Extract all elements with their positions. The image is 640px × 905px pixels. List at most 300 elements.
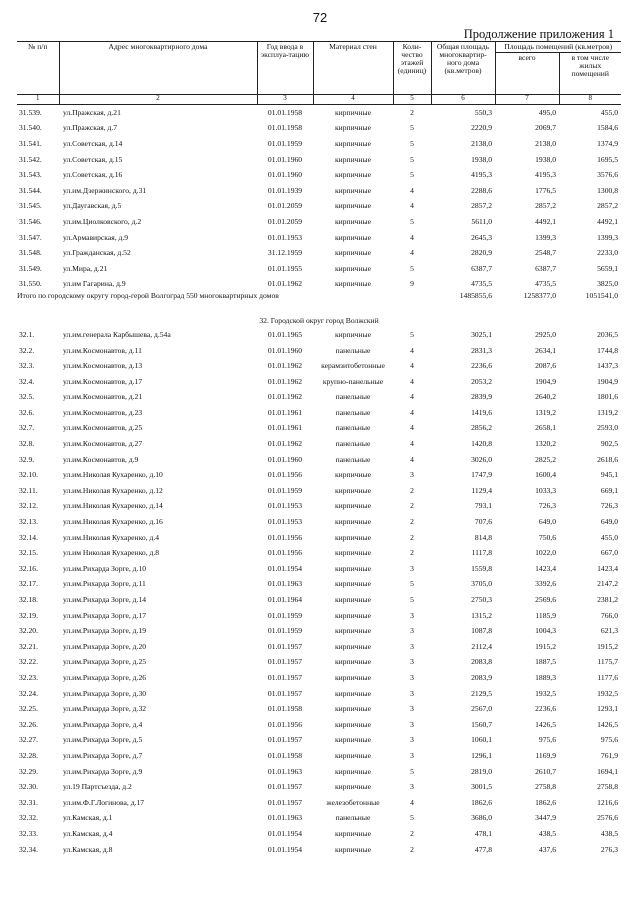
- living-area-cell: 1437,3: [597, 361, 618, 371]
- floors-cell: 5: [410, 579, 414, 589]
- table-row: [17, 577, 621, 593]
- year-built-cell: 01.01.1955: [267, 263, 303, 273]
- living-area-cell: 455,0: [600, 107, 618, 117]
- total-area-cell: 2567,0: [471, 704, 492, 714]
- rooms-area-cell: 2610,7: [535, 766, 556, 776]
- address-cell: ул.им.Рихарда Зорге, д.30: [63, 688, 147, 698]
- address-cell: ул.им.Николая Кухаренко, д.4: [63, 532, 160, 542]
- row-number-cell: 32.11.: [19, 485, 38, 495]
- living-area-cell: 1426,5: [597, 719, 618, 729]
- header-column-number: 2: [59, 94, 257, 104]
- total-area-cell: 2053,2: [471, 376, 492, 386]
- table-row: [17, 748, 621, 764]
- floors-cell: 3: [410, 688, 414, 698]
- year-built-cell: 01.01.1963: [267, 813, 303, 823]
- row-number-cell: 32.23.: [19, 672, 38, 682]
- year-built-cell: 01.01.1961: [267, 407, 303, 417]
- living-area-cell: 1744,8: [597, 345, 618, 355]
- address-cell: ул.им.Космонавтов, д.11: [63, 345, 142, 355]
- address-cell: ул.им.Рихарда Зорге, д.25: [63, 657, 147, 667]
- address-cell: ул.Армавирская, д.9: [63, 232, 129, 242]
- total-area-cell: 2750,3: [471, 595, 492, 604]
- year-built-cell: 01.01.1957: [267, 797, 303, 807]
- wall-material-cell: кирпичные: [334, 532, 372, 542]
- floors-cell: 3: [410, 626, 414, 636]
- total-area-cell: 3705,0: [471, 579, 492, 589]
- living-area-cell: 1904,9: [597, 376, 618, 386]
- living-area-cell: 2857,2: [597, 201, 618, 211]
- living-area-cell: 761,9: [600, 750, 618, 760]
- living-area-cell: 3576,6: [597, 170, 618, 180]
- rooms-area-cell: 975,6: [538, 735, 556, 745]
- wall-material-cell: панельные: [335, 454, 371, 464]
- year-built-cell: 01.01.1953: [267, 517, 303, 527]
- table-row: [17, 514, 621, 530]
- total-area-cell: 2083,8: [471, 657, 492, 667]
- living-area-cell: 1915,2: [597, 641, 618, 651]
- total-area-cell: 2138,0: [471, 138, 492, 148]
- floors-cell: 3: [410, 641, 414, 651]
- header-column-number: 4: [313, 94, 393, 104]
- floors-cell: 4: [410, 201, 414, 211]
- row-number-cell: 32.2.: [19, 345, 35, 355]
- year-built-cell: 01.01.1958: [267, 750, 303, 760]
- floors-cell: 2: [410, 532, 414, 542]
- table-row: [17, 358, 621, 374]
- living-area-sum: 1051541,0: [585, 292, 618, 301]
- wall-material-cell: кирпичные: [334, 828, 372, 838]
- living-area-cell: 2147,2: [597, 579, 618, 589]
- living-area-cell: 1300,8: [597, 185, 618, 195]
- living-area-cell: 726,3: [600, 501, 618, 511]
- table-row: [17, 779, 621, 795]
- floors-cell: 5: [410, 138, 414, 148]
- rooms-area-cell: 1889,3: [535, 672, 556, 682]
- rooms-area-cell: 2758,8: [535, 782, 556, 792]
- year-built-cell: 01.01.1939: [267, 185, 303, 195]
- row-number-cell: 32.12.: [19, 501, 38, 511]
- year-built-cell: 01.01.1957: [267, 641, 303, 651]
- header-wall-material: Материал стен: [313, 42, 393, 95]
- row-number-cell: 32.3.: [19, 361, 35, 371]
- address-cell: ул.им.Ф.Г.Логинова, д.17: [63, 797, 145, 807]
- wall-material-cell: кирпичные: [334, 279, 372, 289]
- wall-material-cell: кирпичные: [334, 735, 372, 745]
- wall-material-cell: кирпичные: [334, 201, 372, 211]
- table-row: [17, 389, 621, 405]
- total-area-cell: 793,1: [474, 501, 492, 511]
- header-column-number: 5: [393, 94, 431, 104]
- floors-cell: 4: [410, 392, 414, 402]
- address-cell: ул.им.Рихарда Зорге, д.7: [63, 750, 143, 760]
- floors-cell: 3: [410, 782, 414, 792]
- address-cell: ул.им.Рихарда Зорге, д.9: [63, 766, 143, 776]
- rooms-area-cell: 4195,3: [535, 170, 556, 180]
- wall-material-cell: кирпичные: [334, 563, 372, 573]
- table-row: [17, 483, 621, 499]
- rooms-area-cell: 2857,2: [535, 201, 556, 211]
- address-cell: ул.им.Рихарда Зорге, д.4: [63, 719, 143, 729]
- wall-material-cell: кирпичные: [334, 138, 372, 148]
- rooms-area-cell: 1319,2: [535, 407, 556, 417]
- total-area-cell: 2288,6: [471, 185, 492, 195]
- total-area-cell: 1862,6: [471, 797, 492, 807]
- row-number-cell: 32.17.: [19, 579, 38, 589]
- row-number-cell: 31.540.: [19, 123, 42, 133]
- row-number-cell: 32.27.: [19, 735, 38, 745]
- table-body: [17, 104, 621, 857]
- table-row: [17, 623, 621, 639]
- total-area-cell: 2839,9: [471, 392, 492, 402]
- year-built-cell: 01.01.1956: [267, 548, 303, 558]
- wall-material-cell: кирпичные: [334, 470, 372, 480]
- living-area-cell: 2593,0: [597, 423, 618, 433]
- address-cell: ул.им.Рихарда Зорге, д.11: [63, 579, 146, 589]
- floors-cell: 4: [410, 248, 414, 258]
- living-area-cell: 649,0: [600, 517, 618, 527]
- address-cell: ул.им.Николая Кухаренко, д.12: [63, 485, 163, 495]
- living-area-cell: 1175,7: [597, 657, 618, 667]
- address-cell: ул.им.Космонавтов, д.27: [63, 439, 143, 449]
- table-row: [17, 183, 621, 199]
- living-area-cell: 1694,1: [597, 766, 618, 776]
- total-area-cell: 1060,1: [471, 735, 492, 745]
- rooms-area-cell: 3447,9: [535, 813, 556, 823]
- year-built-cell: 01.01.2059: [267, 216, 303, 226]
- address-cell: ул.им.Космонавтов, д.23: [63, 407, 143, 417]
- rooms-area-cell: 726,3: [538, 501, 556, 511]
- rooms-area-cell: 4735,5: [535, 279, 556, 289]
- living-area-cell: 945,1: [600, 470, 618, 480]
- floors-cell: 2: [410, 548, 414, 558]
- row-number-cell: 32.18.: [19, 595, 38, 604]
- year-built-cell: 01.01.1960: [267, 170, 303, 180]
- rooms-area-cell: 1169,9: [535, 750, 556, 760]
- table-row: [17, 343, 621, 359]
- wall-material-cell: керамзитобетонные: [321, 361, 385, 371]
- floors-cell: 5: [410, 216, 414, 226]
- row-number-cell: 32.15.: [19, 548, 38, 558]
- wall-material-cell: железобетонные: [326, 797, 380, 807]
- header-rooms-living: в том числе жилых помещений: [559, 52, 621, 94]
- address-cell: ул.Камская, д.4: [63, 828, 113, 838]
- table-row: [17, 327, 621, 343]
- row-number-cell: 32.9.: [19, 454, 35, 464]
- table-row: [17, 717, 621, 733]
- total-area-cell: 6387,7: [471, 263, 492, 273]
- address-cell: ул.им.Космонавтов, д.17: [63, 376, 143, 386]
- rooms-area-cell: 6387,7: [535, 263, 556, 273]
- total-area-cell: 4735,5: [471, 279, 492, 289]
- address-cell: ул.Пражская, д.21: [63, 107, 121, 117]
- rooms-area-cell: 3392,6: [535, 579, 556, 589]
- wall-material-cell: кирпичные: [334, 672, 372, 682]
- total-area-cell: 1296,1: [471, 750, 492, 760]
- total-area-cell: 2856,2: [471, 423, 492, 433]
- living-area-cell: 667,0: [600, 548, 618, 558]
- year-built-cell: 01.01.1960: [267, 454, 303, 464]
- table-row: [17, 436, 621, 452]
- table-row: [17, 104, 621, 120]
- row-number-cell: 32.25.: [19, 704, 38, 714]
- wall-material-cell: кирпичные: [334, 263, 372, 273]
- wall-material-cell: панельные: [335, 407, 371, 417]
- address-cell: ул.19 Партсъезда, д.2: [63, 782, 132, 792]
- wall-material-cell: кирпичные: [334, 501, 372, 511]
- floors-cell: 9: [410, 279, 414, 289]
- year-built-cell: 01.01.1962: [267, 439, 303, 449]
- year-built-cell: 01.01.1958: [267, 704, 303, 714]
- total-area-cell: 3026,0: [471, 454, 492, 464]
- header-rooms-total: всего: [495, 52, 559, 94]
- row-number-cell: 32.16.: [19, 563, 38, 573]
- living-area-cell: 2233,0: [597, 248, 618, 258]
- floors-cell: 5: [410, 329, 414, 339]
- section-header-row: [17, 314, 621, 327]
- row-number-cell: 31.550.: [19, 279, 42, 289]
- wall-material-cell: кирпичные: [334, 844, 372, 854]
- row-number-cell: 32.34.: [19, 844, 38, 854]
- floors-cell: 5: [410, 766, 414, 776]
- row-number-cell: 31.539.: [19, 107, 42, 117]
- floors-cell: 2: [410, 485, 414, 495]
- wall-material-cell: кирпичные: [334, 485, 372, 495]
- address-cell: ул.им.Николая Кухаренко, д.16: [63, 517, 163, 527]
- floors-cell: 4: [410, 454, 414, 464]
- header-column-number: 7: [495, 94, 559, 104]
- table-row: [17, 121, 621, 137]
- living-area-cell: 3825,0: [597, 279, 618, 289]
- total-area-cell: 1419,6: [471, 407, 492, 417]
- total-area-cell: 2645,3: [471, 232, 492, 242]
- floors-cell: 4: [410, 185, 414, 195]
- year-built-cell: 01.01.1957: [267, 657, 303, 667]
- wall-material-cell: кирпичные: [334, 232, 372, 242]
- living-area-cell: 1932,5: [597, 688, 618, 698]
- wall-material-cell: панельные: [335, 439, 371, 449]
- total-area-cell: 1087,8: [471, 626, 492, 636]
- floors-cell: 4: [410, 439, 414, 449]
- living-area-cell: 455,0: [600, 532, 618, 542]
- year-built-cell: 01.01.1956: [267, 470, 303, 480]
- living-area-cell: 902,5: [600, 439, 618, 449]
- table-row: [17, 452, 621, 468]
- row-number-cell: 32.24.: [19, 688, 38, 698]
- wall-material-cell: крупно-панельные: [322, 376, 384, 386]
- address-cell: ул.Даугавская, д.5: [63, 201, 122, 211]
- year-built-cell: 01.01.1960: [267, 154, 303, 164]
- year-built-cell: 31.12.1959: [267, 248, 303, 258]
- address-cell: ул.Камская, д.8: [63, 844, 113, 854]
- row-number-cell: 32.6.: [19, 407, 35, 417]
- row-number-cell: 32.30.: [19, 782, 38, 792]
- living-area-cell: 2618,6: [597, 454, 618, 464]
- row-number-cell: 32.4.: [19, 376, 35, 386]
- total-area-cell: 3025,1: [471, 329, 492, 339]
- living-area-cell: 2036,5: [597, 329, 618, 339]
- address-cell: ул.Советская, д.16: [63, 170, 123, 180]
- header-address: Адрес многоквартирного дома: [59, 42, 257, 95]
- rooms-area-cell: 1426,5: [535, 719, 556, 729]
- rooms-area-cell: 1185,9: [535, 610, 556, 620]
- row-number-cell: 32.5.: [19, 392, 35, 402]
- header-column-number: 1: [17, 94, 59, 104]
- wall-material-cell: панельные: [335, 423, 371, 433]
- table-row: [17, 545, 621, 561]
- row-number-cell: 32.10.: [19, 470, 38, 480]
- wall-material-cell: кирпичные: [334, 688, 372, 698]
- wall-material-cell: панельные: [335, 392, 371, 402]
- total-area-cell: 2236,6: [471, 361, 492, 371]
- year-built-cell: 01.01.1965: [267, 329, 303, 339]
- table-row: [17, 733, 621, 749]
- wall-material-cell: кирпичные: [334, 329, 372, 339]
- floors-cell: 3: [410, 719, 414, 729]
- floors-cell: 5: [410, 154, 414, 164]
- living-area-cell: 1319,2: [597, 407, 618, 417]
- living-area-cell: 5659,1: [597, 263, 618, 273]
- table-row: [17, 842, 621, 858]
- total-area-cell: 2831,3: [471, 345, 492, 355]
- total-area-sum: 1485855,6: [459, 292, 492, 301]
- table-row: [17, 167, 621, 183]
- total-area-cell: 2129,5: [471, 688, 492, 698]
- rooms-area-cell: 2236,6: [535, 704, 556, 714]
- wall-material-cell: кирпичные: [334, 548, 372, 558]
- rooms-area-cell: 1022,0: [535, 548, 556, 558]
- total-area-cell: 1420,8: [471, 439, 492, 449]
- year-built-cell: 01.01.1960: [267, 345, 303, 355]
- row-number-cell: 31.544.: [19, 185, 42, 195]
- floors-cell: 4: [410, 797, 414, 807]
- total-area-cell: 2220,9: [471, 123, 492, 133]
- year-built-cell: 01.01.1957: [267, 735, 303, 745]
- apartment-buildings-table: [17, 41, 621, 857]
- address-cell: ул.им.Рихарда Зорге, д.10: [63, 563, 147, 573]
- header-column-number: 8: [559, 94, 621, 104]
- row-number-cell: 32.21.: [19, 641, 38, 651]
- year-built-cell: 01.01.1958: [267, 107, 303, 117]
- header-year: Год ввода в эксплуа-тацию: [257, 42, 313, 95]
- living-area-cell: 2758,8: [597, 782, 618, 792]
- total-area-cell: 707,6: [474, 517, 492, 527]
- wall-material-cell: кирпичные: [334, 626, 372, 636]
- floors-cell: 4: [410, 376, 414, 386]
- address-cell: ул.им.Рихарда Зорге, д.20: [63, 641, 147, 651]
- rooms-area-cell: 1320,2: [535, 439, 556, 449]
- address-cell: ул.им Николая Кухаренко, д.8: [63, 548, 160, 558]
- address-cell: ул.им.генерала Карбышева, д.54а: [63, 329, 171, 339]
- wall-material-cell: кирпичные: [334, 719, 372, 729]
- row-number-cell: 32.20.: [19, 626, 38, 636]
- total-area-cell: 2083,9: [471, 672, 492, 682]
- row-number-cell: 31.542.: [19, 154, 42, 164]
- living-area-cell: 1374,9: [597, 138, 618, 148]
- year-built-cell: 01.01.1957: [267, 672, 303, 682]
- year-built-cell: 01.01.1959: [267, 138, 303, 148]
- year-built-cell: 01.01.1964: [267, 595, 303, 604]
- rooms-area-cell: 438,5: [538, 828, 556, 838]
- rooms-area-cell: 649,0: [538, 517, 556, 527]
- address-cell: ул.Советская, д.15: [63, 154, 123, 164]
- rooms-area-cell: 1887,5: [535, 657, 556, 667]
- total-area-cell: 1129,4: [471, 485, 492, 495]
- header-number: № п/п: [17, 42, 59, 95]
- table-row: [17, 136, 621, 152]
- wall-material-cell: кирпичные: [334, 170, 372, 180]
- floors-cell: 5: [410, 263, 414, 273]
- wall-material-cell: кирпичные: [334, 107, 372, 117]
- row-number-cell: 32.33.: [19, 828, 38, 838]
- wall-material-cell: кирпичные: [334, 185, 372, 195]
- year-built-cell: 01.01.1956: [267, 532, 303, 542]
- table-row: [17, 405, 621, 421]
- table-row: [17, 701, 621, 717]
- wall-material-cell: кирпичные: [334, 595, 372, 604]
- total-area-cell: 478,1: [474, 828, 492, 838]
- year-built-cell: 01.01.1961: [267, 423, 303, 433]
- table-row: [17, 639, 621, 655]
- table-header: [17, 42, 621, 105]
- floors-cell: 3: [410, 657, 414, 667]
- wall-material-cell: панельные: [335, 345, 371, 355]
- wall-material-cell: кирпичные: [334, 766, 372, 776]
- address-cell: ул.Пражская, д.7: [63, 123, 118, 133]
- living-area-cell: 1216,6: [597, 797, 618, 807]
- year-built-cell: 01.01.1962: [267, 279, 303, 289]
- row-number-cell: 32.7.: [19, 423, 35, 433]
- year-built-cell: 01.01.1962: [267, 392, 303, 402]
- year-built-cell: 01.01.1956: [267, 719, 303, 729]
- address-cell: ул.им.Дзержинского, д.31: [63, 185, 147, 195]
- year-built-cell: 01.01.1959: [267, 485, 303, 495]
- year-built-cell: 01.01.1953: [267, 232, 303, 242]
- rooms-area-cell: 2569,6: [535, 595, 556, 604]
- row-number-cell: 32.32.: [19, 813, 38, 823]
- address-cell: ул.Камская, д.1: [63, 813, 113, 823]
- address-cell: ул.им.Космонавтов, д.9: [63, 454, 139, 464]
- row-number-cell: 32.22.: [19, 657, 38, 667]
- rooms-area-cell: 1004,3: [535, 626, 556, 636]
- row-number-cell: 32.19.: [19, 610, 38, 620]
- row-number-cell: 32.8.: [19, 439, 35, 449]
- total-area-cell: 814,8: [474, 532, 492, 542]
- year-built-cell: 01.01.1959: [267, 610, 303, 620]
- floors-cell: 2: [410, 107, 414, 117]
- address-cell: ул.им.Рихарда Зорге, д.32: [63, 704, 147, 714]
- living-area-cell: 1695,5: [597, 154, 618, 164]
- row-number-cell: 31.549.: [19, 263, 42, 273]
- wall-material-cell: кирпичные: [334, 248, 372, 258]
- table-row: [17, 795, 621, 811]
- row-number-cell: 31.545.: [19, 201, 42, 211]
- floors-cell: 3: [410, 735, 414, 745]
- rooms-area-cell: 2087,6: [535, 361, 556, 371]
- rooms-area-cell: 2069,7: [535, 123, 556, 133]
- year-built-cell: 01.01.1957: [267, 782, 303, 792]
- year-built-cell: 01.01.1953: [267, 501, 303, 511]
- total-area-cell: 1560,7: [471, 719, 492, 729]
- rooms-area-cell: 1862,6: [535, 797, 556, 807]
- wall-material-cell: кирпичные: [334, 579, 372, 589]
- total-area-cell: 5611,0: [471, 216, 492, 226]
- rooms-area-cell: 1776,5: [535, 185, 556, 195]
- rooms-area-cell: 2825,2: [535, 454, 556, 464]
- year-built-cell: 01.01.1954: [267, 828, 303, 838]
- total-area-cell: 2857,2: [471, 201, 492, 211]
- address-cell: ул.Советская, д.14: [63, 138, 123, 148]
- address-cell: ул.Гражданская, д.52: [63, 248, 131, 258]
